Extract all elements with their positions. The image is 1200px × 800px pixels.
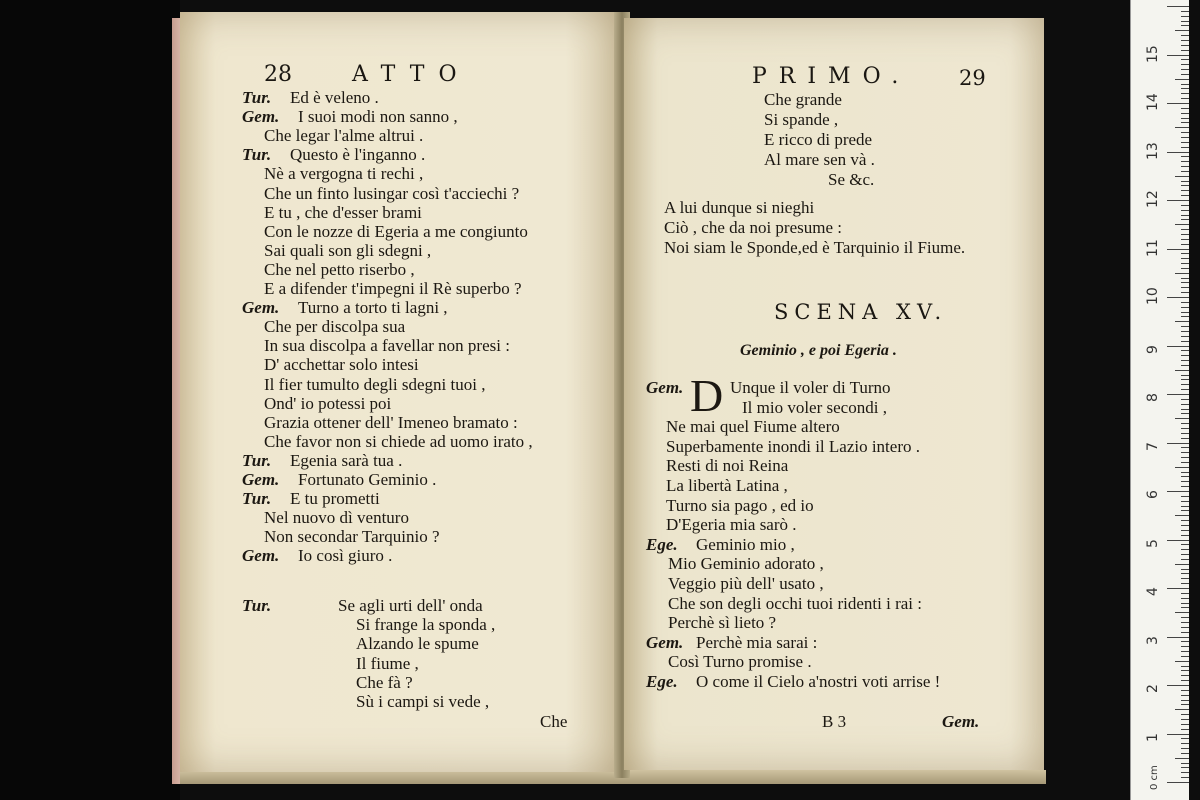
ruler-tick xyxy=(1181,404,1189,405)
verse-line: Che son degli occhi tuoi ridenti i rai : xyxy=(668,593,923,613)
verse-line: Alzando le spume xyxy=(356,634,479,654)
left-running-head: ATTO xyxy=(352,62,471,87)
verse-line: Nel nuovo dì venturo xyxy=(264,508,409,528)
ruler-tick xyxy=(1181,113,1189,114)
ruler-tick xyxy=(1181,433,1189,434)
ruler-tick xyxy=(1175,79,1189,80)
ruler-tick xyxy=(1181,695,1189,696)
right-running-head: PRIMO. xyxy=(752,64,911,89)
verse-line: Il fiume , xyxy=(356,653,419,673)
verse-line: D' acchettar solo intesi xyxy=(264,355,419,375)
ruler-tick xyxy=(1181,544,1189,545)
open-book xyxy=(172,12,1052,784)
verse-line: E ricco di prede xyxy=(764,130,873,149)
ruler-tick xyxy=(1175,176,1189,177)
ruler-tick xyxy=(1181,360,1189,361)
ruler-tick xyxy=(1181,704,1189,705)
speaker-label: Tur. xyxy=(242,596,272,615)
ruler-tick xyxy=(1181,525,1189,526)
ruler-tick xyxy=(1181,21,1189,22)
ruler-tick xyxy=(1181,25,1189,26)
right-catchword: Gem. xyxy=(942,712,980,731)
ruler-tick xyxy=(1181,593,1189,594)
ruler-tick xyxy=(1181,481,1189,482)
ruler-tick xyxy=(1181,195,1189,196)
ruler-tick xyxy=(1181,326,1189,327)
ruler-tick xyxy=(1181,520,1189,521)
ruler-tick xyxy=(1181,161,1189,162)
ruler-number: 11 xyxy=(1145,238,1161,257)
ruler-tick xyxy=(1167,782,1189,783)
verse-line: In sua discolpa a favellar non presi : xyxy=(264,336,510,356)
verse-line: Il fier tumulto degli sdegni tuoi , xyxy=(264,374,486,394)
verse-line: Veggio più dell' usato , xyxy=(668,574,824,593)
ruler-number: 2 xyxy=(1145,684,1161,693)
verse-line: Che per discolpa sua xyxy=(264,317,406,337)
ruler-tick xyxy=(1181,239,1189,240)
speaker-label: Gem. xyxy=(242,298,280,318)
ruler-tick xyxy=(1167,685,1189,686)
verse-line: Ed è veleno . xyxy=(290,88,379,107)
verse-line: Sù i campi si vede , xyxy=(356,692,490,711)
ruler-tick xyxy=(1181,278,1189,279)
ruler-unit-label: 0 cm xyxy=(1149,765,1160,790)
verse-line: D'Egeria mia sarò . xyxy=(666,515,797,535)
ruler-tick xyxy=(1181,641,1189,642)
drop-cap: D xyxy=(690,370,724,421)
verse-line: Che favor non si chiede ad uomo irato , xyxy=(264,431,533,451)
ruler-tick xyxy=(1181,350,1189,351)
ruler-tick xyxy=(1175,370,1189,371)
verse-line: Sai quali son gli sdegni , xyxy=(264,240,432,260)
right-page-number: 29 xyxy=(959,66,986,90)
verse-line: Nè a vergogna ti rechi , xyxy=(264,164,424,184)
ruler-tick xyxy=(1175,273,1189,274)
speaker-label: Gem. xyxy=(242,107,280,127)
ruler-tick xyxy=(1181,772,1189,773)
ruler-tick xyxy=(1181,680,1189,681)
ruler-tick xyxy=(1181,50,1189,51)
ruler-number: 10 xyxy=(1145,287,1161,305)
ruler-tick xyxy=(1167,734,1189,735)
verse-line: Se agli urti dell' onda xyxy=(338,596,483,615)
ruler-tick xyxy=(1167,394,1189,395)
ruler-tick xyxy=(1175,127,1189,128)
left-page xyxy=(180,12,618,772)
speaker-label: Tur. xyxy=(242,88,272,107)
ruler-tick xyxy=(1181,302,1189,303)
ruler-tick xyxy=(1181,506,1189,507)
ruler-tick xyxy=(1181,447,1189,448)
ruler-tick xyxy=(1181,646,1189,647)
verse-line: Grazia ottener dell' Imeneo bramato : xyxy=(264,412,518,432)
ruler-tick xyxy=(1167,249,1189,250)
speaker-label: Gem. xyxy=(646,632,684,652)
ruler-tick xyxy=(1181,559,1189,560)
ruler-tick xyxy=(1175,224,1189,225)
ruler-tick xyxy=(1181,690,1189,691)
verse-line: Non secondar Tarquinio ? xyxy=(264,527,440,547)
ruler-tick xyxy=(1181,603,1189,604)
ruler-tick xyxy=(1181,510,1189,511)
verse-line: La libertà Latina , xyxy=(666,476,788,495)
ruler-tick xyxy=(1181,617,1189,618)
ruler-tick xyxy=(1181,700,1189,701)
verse-line: Ciò , che da noi presume : xyxy=(664,218,842,237)
ruler-tick xyxy=(1181,11,1189,12)
book-edge-bottom xyxy=(180,770,1046,784)
ruler-tick xyxy=(1181,777,1189,778)
ruler-tick xyxy=(1181,331,1189,332)
ruler-tick xyxy=(1167,491,1189,492)
ruler-tick xyxy=(1181,185,1189,186)
ruler-tick xyxy=(1181,578,1189,579)
verse-line: Il mio voler secondi , xyxy=(742,397,887,417)
ruler-tick xyxy=(1181,108,1189,109)
verse-line: Ne mai quel Fiume altero xyxy=(666,417,840,437)
ruler-tick xyxy=(1181,554,1189,555)
ruler-tick xyxy=(1181,462,1189,463)
ruler-tick xyxy=(1175,467,1189,468)
ruler-tick xyxy=(1181,336,1189,337)
ruler-number: 4 xyxy=(1145,587,1161,596)
ruler-number: 13 xyxy=(1145,141,1161,160)
verse-line: Noi siam le Sponde,ed è Tarquinio il Fiume. xyxy=(664,238,966,257)
ruler-tick xyxy=(1181,282,1189,283)
ruler-tick xyxy=(1181,219,1189,220)
ruler-tick xyxy=(1181,292,1189,293)
verse-line: Superbamente inondi il Lazio intero . xyxy=(666,436,920,456)
ruler-tick xyxy=(1181,253,1189,254)
ruler-tick xyxy=(1175,661,1189,662)
verse-line: E a difender t'impegni il Rè superbo ? xyxy=(264,279,522,298)
ruler-tick xyxy=(1181,384,1189,385)
measurement-ruler xyxy=(1130,0,1189,800)
verse-line: Turno a torto ti lagni , xyxy=(298,298,448,318)
ruler-number: 9 xyxy=(1145,344,1161,354)
ruler-tick xyxy=(1181,724,1189,725)
verse-line: Perchè sì lieto ? xyxy=(668,613,777,633)
ruler-tick xyxy=(1181,428,1189,429)
ruler-tick xyxy=(1181,122,1189,123)
ruler-tick xyxy=(1181,409,1189,410)
ruler-tick xyxy=(1175,418,1189,419)
ruler-tick xyxy=(1175,515,1189,516)
ruler-tick xyxy=(1181,549,1189,550)
speaker-label: Tur. xyxy=(242,450,272,470)
ruler-tick xyxy=(1181,583,1189,584)
ruler-tick xyxy=(1181,132,1189,133)
ruler-tick xyxy=(1167,297,1189,298)
ruler-number: 8 xyxy=(1145,393,1161,402)
ruler-tick xyxy=(1181,535,1189,536)
verse-line: Io così giuro . xyxy=(298,546,393,566)
ruler-tick xyxy=(1181,287,1189,288)
ruler-tick xyxy=(1181,190,1189,191)
verse-line: E tu prometti xyxy=(290,489,380,509)
ruler-tick xyxy=(1167,152,1189,153)
ruler-tick xyxy=(1181,215,1189,216)
ruler-tick xyxy=(1181,738,1189,739)
signature-mark: B 3 xyxy=(822,712,847,731)
ruler-tick xyxy=(1167,588,1189,589)
ruler-tick xyxy=(1181,598,1189,599)
ruler-tick xyxy=(1181,45,1189,46)
ruler-tick xyxy=(1175,321,1189,322)
ruler-tick xyxy=(1167,55,1189,56)
verse-line: Questo è l'inganno . xyxy=(290,145,426,165)
ruler-number: 5 xyxy=(1145,538,1161,548)
ruler-tick xyxy=(1175,758,1189,759)
ruler-tick xyxy=(1175,564,1189,565)
verse-line: Egenia sarà tua . xyxy=(290,450,403,470)
ruler-tick xyxy=(1181,530,1189,531)
ruler-tick xyxy=(1167,200,1189,201)
verse-line: Con le nozze di Egeria a me congiunto xyxy=(264,221,528,241)
left-page-number: 28 xyxy=(264,62,292,87)
verse-line: Che un finto lusingar così t'acciechi ? xyxy=(264,183,520,203)
ruler-tick xyxy=(1181,234,1189,235)
ruler-tick xyxy=(1181,137,1189,138)
ruler-tick xyxy=(1181,59,1189,60)
left-catchword: Che xyxy=(540,712,568,731)
right-page xyxy=(624,18,1044,770)
ruler-tick xyxy=(1181,268,1189,269)
ruler-tick xyxy=(1181,743,1189,744)
ruler-tick xyxy=(1181,375,1189,376)
ruler-tick xyxy=(1167,346,1189,347)
verse-line: Se &c. xyxy=(828,170,875,189)
ruler-tick xyxy=(1181,569,1189,570)
ruler-tick xyxy=(1181,64,1189,65)
ruler-tick xyxy=(1181,767,1189,768)
ruler-tick xyxy=(1181,748,1189,749)
ruler-tick xyxy=(1181,244,1189,245)
ruler-tick xyxy=(1181,627,1189,628)
ruler-tick xyxy=(1167,103,1189,104)
verse-line: Unque il voler di Turno xyxy=(730,378,891,397)
ruler-tick xyxy=(1167,540,1189,541)
ruler-tick xyxy=(1181,413,1189,414)
ruler-tick xyxy=(1181,312,1189,313)
speaker-label: Ege. xyxy=(646,534,678,554)
ruler-tick xyxy=(1181,229,1189,230)
ruler-tick xyxy=(1181,729,1189,730)
ruler-tick xyxy=(1181,355,1189,356)
speaker-label: Ege. xyxy=(646,672,678,691)
speaker-label: Gem. xyxy=(646,378,684,397)
verse-line: Che fà ? xyxy=(356,672,413,692)
scene-cast: Geminio , e poi Egeria . xyxy=(740,342,897,359)
ruler-tick xyxy=(1181,84,1189,85)
ruler-tick xyxy=(1181,341,1189,342)
ruler-tick xyxy=(1181,399,1189,400)
ruler-tick xyxy=(1181,181,1189,182)
ruler-tick xyxy=(1181,316,1189,317)
verse-line: Perchè mia sarai : xyxy=(696,632,818,652)
ruler-tick xyxy=(1181,16,1189,17)
ruler-tick xyxy=(1181,666,1189,667)
ruler-tick xyxy=(1181,670,1189,671)
ruler-number: 12 xyxy=(1145,190,1161,208)
verse-line: Turno sia pago , ed io xyxy=(666,495,814,515)
ruler-tick xyxy=(1181,423,1189,424)
ruler-tick xyxy=(1181,719,1189,720)
ruler-tick xyxy=(1181,365,1189,366)
verse-line: O come il Cielo a'nostri voti arrise ! xyxy=(696,672,941,691)
speaker-label: Tur. xyxy=(242,145,272,165)
ruler-tick xyxy=(1181,74,1189,75)
verse-line: Resti di noi Reina xyxy=(666,456,789,476)
verse-line: A lui dunque si nieghi xyxy=(664,198,815,217)
verse-line: Che nel petto riserbo , xyxy=(264,259,415,279)
ruler-number: 15 xyxy=(1145,44,1161,63)
speaker-label: Gem. xyxy=(242,546,280,566)
ruler-tick xyxy=(1167,637,1189,638)
ruler-tick xyxy=(1181,472,1189,473)
ruler-tick xyxy=(1181,205,1189,206)
ruler-tick xyxy=(1181,156,1189,157)
verse-line: I suoi modi non sanno , xyxy=(298,107,458,127)
ruler-tick xyxy=(1181,714,1189,715)
verse-line: Fortunato Geminio . xyxy=(298,470,437,489)
ruler-tick xyxy=(1175,30,1189,31)
ruler-tick xyxy=(1181,501,1189,502)
ruler-tick xyxy=(1175,709,1189,710)
ruler-number: 1 xyxy=(1145,732,1161,742)
ruler-tick xyxy=(1181,496,1189,497)
ruler-tick xyxy=(1181,210,1189,211)
ruler-tick xyxy=(1181,457,1189,458)
ruler-tick xyxy=(1181,147,1189,148)
ruler-tick xyxy=(1181,35,1189,36)
ruler-tick xyxy=(1181,486,1189,487)
ruler-number: 3 xyxy=(1145,635,1161,645)
ruler-tick xyxy=(1181,379,1189,380)
speaker-label: Tur. xyxy=(242,489,272,509)
ruler-tick xyxy=(1181,88,1189,89)
ruler-number: 6 xyxy=(1145,490,1161,499)
verse-line: Così Turno promise . xyxy=(668,652,812,672)
verse-line: Che grande xyxy=(764,90,842,109)
verse-line: Al mare sen và . xyxy=(764,150,875,169)
verse-line: Geminio mio , xyxy=(696,534,795,554)
background-left xyxy=(0,0,180,800)
verse-line: Che legar l'alme altrui . xyxy=(264,126,424,146)
ruler-number: 7 xyxy=(1145,441,1161,451)
ruler-tick xyxy=(1181,98,1189,99)
ruler-tick xyxy=(1181,452,1189,453)
verse-line: Ond' io potessi poi xyxy=(264,393,392,413)
scene-title: SCENA XV. xyxy=(774,300,948,324)
verse-line: Si spande , xyxy=(764,110,839,129)
ruler-tick xyxy=(1181,632,1189,633)
ruler-tick xyxy=(1181,438,1189,439)
ruler-tick xyxy=(1181,656,1189,657)
ruler-tick xyxy=(1175,612,1189,613)
ruler-tick xyxy=(1181,389,1189,390)
ruler-tick xyxy=(1181,622,1189,623)
verse-line: E tu , che d'esser brami xyxy=(264,202,422,222)
ruler-tick xyxy=(1167,6,1189,7)
verse-line: Mio Geminio adorato , xyxy=(668,554,824,574)
ruler-tick xyxy=(1181,40,1189,41)
ruler-tick xyxy=(1181,166,1189,167)
ruler-tick xyxy=(1181,753,1189,754)
ruler-tick xyxy=(1181,258,1189,259)
ruler-tick xyxy=(1181,118,1189,119)
verse-line: Si frange la sponda , xyxy=(356,615,496,635)
ruler-tick xyxy=(1167,443,1189,444)
ruler-tick xyxy=(1181,573,1189,574)
ruler-tick xyxy=(1181,675,1189,676)
ruler-number: 14 xyxy=(1145,93,1161,111)
speaker-label: Gem. xyxy=(242,470,280,489)
ruler-tick xyxy=(1181,93,1189,94)
ruler-tick xyxy=(1181,263,1189,264)
ruler-tick xyxy=(1181,171,1189,172)
ruler-tick xyxy=(1181,307,1189,308)
ruler-tick xyxy=(1181,142,1189,143)
ruler-tick xyxy=(1181,69,1189,70)
ruler-tick xyxy=(1181,476,1189,477)
ruler-tick xyxy=(1181,607,1189,608)
ruler-tick xyxy=(1181,763,1189,764)
ruler-tick xyxy=(1181,651,1189,652)
